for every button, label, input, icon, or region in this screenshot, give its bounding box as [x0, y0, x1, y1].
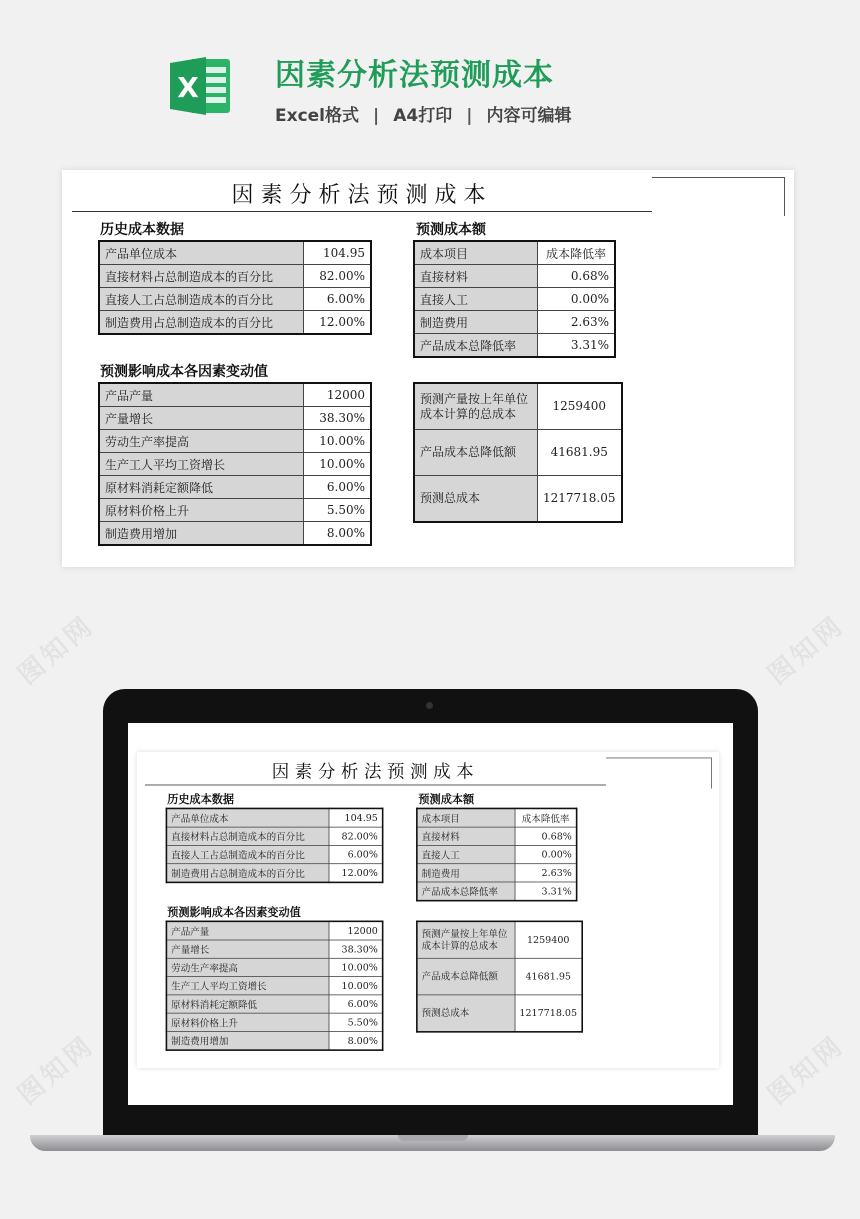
row-label: 产品成本总降低率 — [414, 334, 538, 358]
row-value[interactable]: 82.00% — [329, 827, 383, 845]
row-label: 直接人工 — [414, 288, 538, 311]
row-label: 产品成本总降低率 — [417, 882, 515, 901]
row-label: 劳动生产率提高 — [99, 430, 304, 453]
laptop-spreadsheet-preview — [137, 752, 719, 1068]
table-row — [414, 288, 615, 311]
row-label: 直接人工 — [417, 845, 515, 863]
sheet-title: 因素分析法预测成本 — [231, 183, 493, 208]
row-value[interactable]: 2.63% — [515, 864, 577, 882]
row-value[interactable]: 6.00% — [329, 995, 383, 1013]
row-value[interactable]: 12000 — [329, 921, 383, 940]
history-section-title: 历史成本数据 — [100, 222, 184, 238]
factors-table — [166, 921, 384, 1051]
table-row — [414, 334, 615, 358]
forecast-rate-table — [413, 240, 616, 358]
sheet-content — [137, 752, 719, 1068]
row-value[interactable]: 10.00% — [329, 958, 383, 976]
row-value[interactable]: 0.68% — [538, 265, 616, 288]
row-value[interactable]: 2.63% — [538, 311, 616, 334]
sheet-title: 因素分析法预测成本 — [271, 762, 480, 783]
row-label: 预测产量按上年单位成本计算的总成本 — [414, 383, 538, 430]
row-label: 产品产量 — [99, 383, 304, 407]
watermark: 图知网 — [12, 1029, 101, 1111]
camera-icon — [426, 702, 433, 709]
table-row — [99, 241, 371, 265]
row-label: 制造费用 — [414, 311, 538, 334]
table-row — [414, 265, 615, 288]
row-label: 直接人工占总制造成本的百分比 — [99, 288, 304, 311]
row-label: 制造费用 — [417, 864, 515, 882]
row-value[interactable]: 12000 — [304, 383, 372, 407]
row-label: 制造费用占总制造成本的百分比 — [99, 311, 304, 335]
row-label: 产品成本总降低额 — [417, 958, 515, 995]
table-row — [417, 995, 582, 1032]
row-label: 产量增长 — [166, 940, 329, 958]
row-label: 直接人工占总制造成本的百分比 — [166, 845, 329, 863]
table-row — [417, 864, 577, 882]
watermark: 图知网 — [12, 609, 101, 691]
totals-table — [413, 382, 623, 523]
forecast-section-title: 预测成本额 — [418, 793, 475, 807]
column-header-item: 成本项目 — [417, 808, 515, 827]
row-value[interactable]: 3.31% — [538, 334, 616, 358]
row-value[interactable]: 10.00% — [304, 453, 372, 476]
factors-section-title: 预测影响成本各因素变动值 — [100, 364, 268, 380]
column-header-rate: 成本降低率 — [538, 241, 616, 265]
row-value[interactable]: 1217718.05 — [515, 995, 582, 1032]
row-label: 预测产量按上年单位成本计算的总成本 — [417, 921, 515, 958]
row-value[interactable]: 0.68% — [515, 827, 577, 845]
table-row — [99, 311, 371, 335]
table-row — [166, 808, 382, 827]
table-row — [166, 1013, 382, 1031]
table-row — [99, 430, 371, 453]
forecast-rate-table — [416, 808, 577, 902]
spreadsheet-preview — [62, 170, 794, 567]
table-row — [99, 453, 371, 476]
row-label: 原材料消耗定额降低 — [166, 995, 329, 1013]
table-row — [99, 476, 371, 499]
row-label: 产品单位成本 — [99, 241, 304, 265]
row-label: 制造费用增加 — [99, 522, 304, 546]
svg-text:X: X — [177, 71, 199, 104]
row-label: 原材料消耗定额降低 — [99, 476, 304, 499]
row-label: 制造费用占总制造成本的百分比 — [166, 864, 329, 883]
row-value[interactable]: 10.00% — [329, 977, 383, 995]
table-row — [417, 808, 577, 827]
table-row — [99, 288, 371, 311]
row-label: 制造费用增加 — [166, 1031, 329, 1050]
table-row — [99, 499, 371, 522]
table-row — [166, 827, 382, 845]
header-corner-border — [652, 177, 785, 216]
row-value[interactable]: 104.95 — [304, 241, 372, 265]
header-corner-border — [606, 758, 712, 789]
row-value[interactable]: 82.00% — [304, 265, 372, 288]
row-value[interactable]: 38.30% — [304, 407, 372, 430]
table-row — [414, 430, 622, 476]
table-row — [99, 383, 371, 407]
row-value[interactable]: 3.31% — [515, 882, 577, 901]
title-underline — [145, 785, 606, 786]
row-label: 预测总成本 — [414, 476, 538, 523]
table-row — [417, 921, 582, 958]
table-row — [166, 864, 382, 883]
row-value[interactable]: 6.00% — [304, 288, 372, 311]
table-row — [166, 921, 382, 940]
table-row — [99, 265, 371, 288]
row-label: 预测总成本 — [417, 995, 515, 1032]
history-section-title: 历史成本数据 — [167, 793, 234, 807]
row-value[interactable]: 5.50% — [329, 1013, 383, 1031]
table-row — [166, 958, 382, 976]
separator: | — [466, 106, 473, 126]
row-value[interactable]: 10.00% — [304, 430, 372, 453]
row-value[interactable]: 8.00% — [304, 522, 372, 546]
table-row — [414, 311, 615, 334]
row-label: 生产工人平均工资增长 — [166, 977, 329, 995]
row-value[interactable]: 0.00% — [515, 845, 577, 863]
factors-table — [98, 382, 372, 546]
row-value[interactable]: 5.50% — [304, 499, 372, 522]
laptop-notch — [398, 1135, 468, 1141]
row-label: 生产工人平均工资增长 — [99, 453, 304, 476]
row-value[interactable]: 6.00% — [329, 845, 383, 863]
row-value[interactable]: 41681.95 — [515, 958, 582, 995]
watermark: 图知网 — [762, 609, 851, 691]
separator: | — [373, 106, 380, 126]
edit-label: 内容可编辑 — [486, 106, 572, 126]
row-label: 直接材料 — [417, 827, 515, 845]
row-label: 产品单位成本 — [166, 808, 329, 827]
row-label: 直接材料占总制造成本的百分比 — [166, 827, 329, 845]
table-row — [414, 241, 615, 265]
sheet-content — [62, 170, 794, 567]
table-row — [166, 845, 382, 863]
table-row — [166, 1031, 382, 1050]
forecast-section-title: 预测成本额 — [416, 222, 486, 238]
row-label: 直接材料占总制造成本的百分比 — [99, 265, 304, 288]
row-value[interactable]: 1217718.05 — [538, 476, 622, 523]
table-row — [166, 940, 382, 958]
column-header-item: 成本项目 — [414, 241, 538, 265]
row-label: 产量增长 — [99, 407, 304, 430]
row-label: 直接材料 — [414, 265, 538, 288]
title-underline — [72, 211, 652, 212]
row-label: 原材料价格上升 — [99, 499, 304, 522]
row-label: 产品成本总降低额 — [414, 430, 538, 476]
row-value[interactable]: 1259400 — [515, 921, 582, 958]
excel-logo-icon — [168, 53, 234, 119]
row-value[interactable]: 6.00% — [304, 476, 372, 499]
row-value[interactable]: 1259400 — [538, 383, 622, 430]
history-table — [98, 240, 372, 335]
row-value[interactable]: 41681.95 — [538, 430, 622, 476]
totals-table — [416, 921, 583, 1033]
column-header-rate: 成本降低率 — [515, 808, 577, 827]
watermark: 图知网 — [762, 1029, 851, 1111]
row-value[interactable]: 0.00% — [538, 288, 616, 311]
row-value[interactable]: 104.95 — [329, 808, 383, 827]
table-row — [417, 958, 582, 995]
page-subtitle — [275, 101, 571, 126]
table-row — [417, 827, 577, 845]
table-row — [99, 407, 371, 430]
table-row — [166, 977, 382, 995]
history-table — [166, 808, 384, 884]
page-title: 因素分析法预测成本 — [275, 58, 554, 93]
factors-section-title: 预测影响成本各因素变动值 — [167, 906, 301, 919]
table-row — [166, 995, 382, 1013]
table-row — [417, 845, 577, 863]
row-value[interactable]: 38.30% — [329, 940, 383, 958]
table-row — [414, 476, 622, 523]
print-label: A4打印 — [393, 106, 453, 126]
row-value[interactable]: 12.00% — [304, 311, 372, 335]
table-row — [417, 882, 577, 901]
format-label: Excel格式 — [275, 106, 360, 126]
row-value[interactable]: 8.00% — [329, 1031, 383, 1050]
table-row — [99, 522, 371, 546]
row-label: 劳动生产率提高 — [166, 958, 329, 976]
row-value[interactable]: 12.00% — [329, 864, 383, 883]
row-label: 产品产量 — [166, 921, 329, 940]
table-row — [414, 383, 622, 430]
row-label: 原材料价格上升 — [166, 1013, 329, 1031]
laptop-base — [30, 1135, 835, 1151]
